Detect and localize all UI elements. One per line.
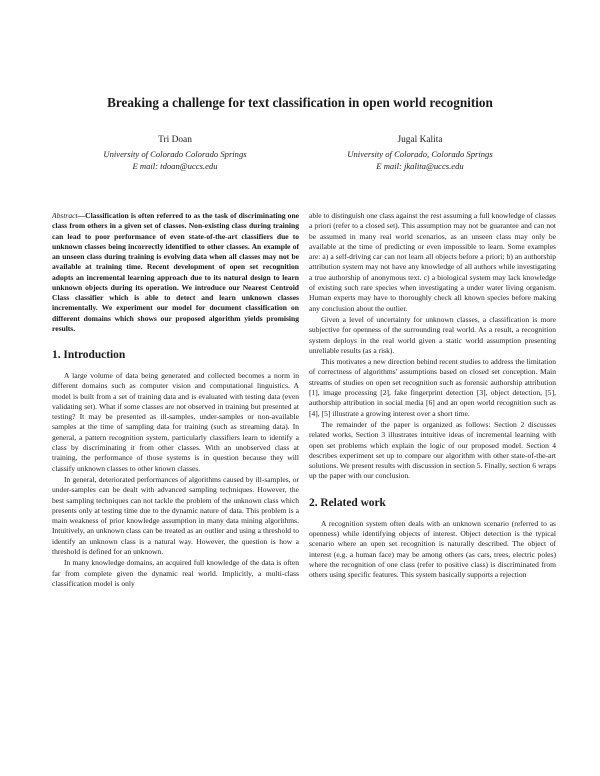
paragraph: In general, deteriorated performances of algorithms caused by ill-samples, or under-samples can be dealt with advanced sampling techniques. However, the best sampling techniques can not tackle the problem of the unknown class which presents only at testing time due to the dynamic nature of data. This problem is a main weakness of prior knowledge assumption in many data mining algorithms. Intuitively, an unknown class can be treated as an outlier and using a threshold to identify an unknown class is a natural way. However, the question is how a threshold is defined for an unknown.	[52, 474, 299, 557]
author-name: Jugal Kalita	[397, 135, 443, 145]
author-email: E mail: tdoan@uccs.edu	[132, 161, 218, 171]
author-email: E mail: jkalita@uccs.edu	[376, 161, 464, 171]
paragraph: In many knowledge domains, an acquired full knowledge of the data is often far from complete given the dynamic real world. Implicitly, a multi-class classification model is only	[52, 558, 299, 588]
left-column	[52, 211, 299, 590]
paragraph: A recognition system often deals with an unknown scenario (referred to as openness) while identifying objects of interest. Object detection is the typical scenario where an open set recognition is naturally described. The object of interest (e.g. a human face) may be among others (as cars, trees, electric poles) where the recognition of one class (refer to positive class) is discriminated from others using specific features. This system basically supports a rejection	[309, 518, 556, 580]
paragraph: Given a level of uncertainty for unknown classes, a classification is more subjective for openness of the surrounding real world. As a result, a recognition system deploys in the real world given a static world assumption presenting unreliable results (as a risk).	[309, 314, 556, 355]
abstract-lead: Abstract	[52, 211, 78, 220]
paper-title: Breaking a challenge for text classification in open world recognition	[107, 95, 493, 110]
author-name: Tri Doan	[158, 135, 192, 145]
paragraph: able to distinguish one class against the rest assuming a full knowledge of classes a priori (refer to a closed set). This assumption may not be guarantee and can not be assumed in many real world scenarios, as an unseen class may only be available at the time of predicting or even impossible to learn. Some examples are: a) a self-driving car can not learn all objects before a priori; b) an authorship attribution system may not have any knowledge of all authors while investigating a true authorship of anonymous text. c) a biological system may lack knowledge of existing such rare species when investigating a under water living organism. Human experts may have to thoroughly check all known species before making any conclusion about the outlier.	[309, 211, 556, 313]
paragraph: A large volume of data being generated and collected becomes a norm in different domains such as computer vision and computational linguistics. A model is built from a set of training data and is evaluated with testing data (even validating set). What if some classes are not observed in training but presented at testing? It may be presented as ill-samples, under-samples or non-available samples at the time of sampling data for training (such as streaming data). In general, a pattern recognition system, particularly classifiers learn to identify a class by discriminating it from other classes. With an unobserved class at training, the performance of those systems is in question because they will classify unknown classes to other known classes.	[52, 371, 299, 473]
paragraph: The remainder of the paper is organized as follows: Section 2 discusses related works, Section 3 illustrates intuitive ideas of incremental learning with open set problems which explain the logic of our proposed model. Section 4 describes experiment set up to compare our algorithm with other state-of-the-art solutions. We present results with discussion in section 5. Finally, section 6 wraps up the paper with our conclusion.	[309, 419, 556, 481]
author-block	[305, 134, 535, 172]
author-affiliation: University of Colorado Colorado Springs	[103, 149, 247, 159]
paragraph: This motivates a new direction behind recent studies to address the limitation of correctness of algorithms' assumptions based on closed set conception. Main streams of studies on open set recognition such as forensic authorship attribution [1], image processing [2], fake fingerprint detection [3], object detection, [5], authorship attribution in social media [6] and an open world recognition such as [4], [5] illustrate a growing interest over a short time.	[309, 357, 556, 418]
abstract-text: —Classification is often referred to as the task of discriminating one class from others in a given set of classes. Non-existing class during training can lead to poor performance of even state-of-the-art classifiers due to unknown classes being incorrectly identified to other classes. An example of an unseen class during training is evolving data when all classes may not be available at training time. Recent development of open set recognition adopts an incremental learning approach due to its natural design to learn unknown objects during its operation. We introduce our Nearest Centroid Class classifier which is able to detect and learn unknown classes incrementally. We experiment our model for document classification on different domains which shows our proposed algorithm yields promising results.	[52, 211, 299, 333]
section-heading-related-work: 2. Related work	[309, 496, 386, 509]
author-affiliation: University of Colorado, Colorado Springs	[347, 149, 493, 159]
abstract	[52, 211, 299, 334]
author-block	[60, 134, 290, 172]
section-heading-introduction: 1. Introduction	[52, 349, 126, 361]
right-column	[309, 211, 556, 582]
